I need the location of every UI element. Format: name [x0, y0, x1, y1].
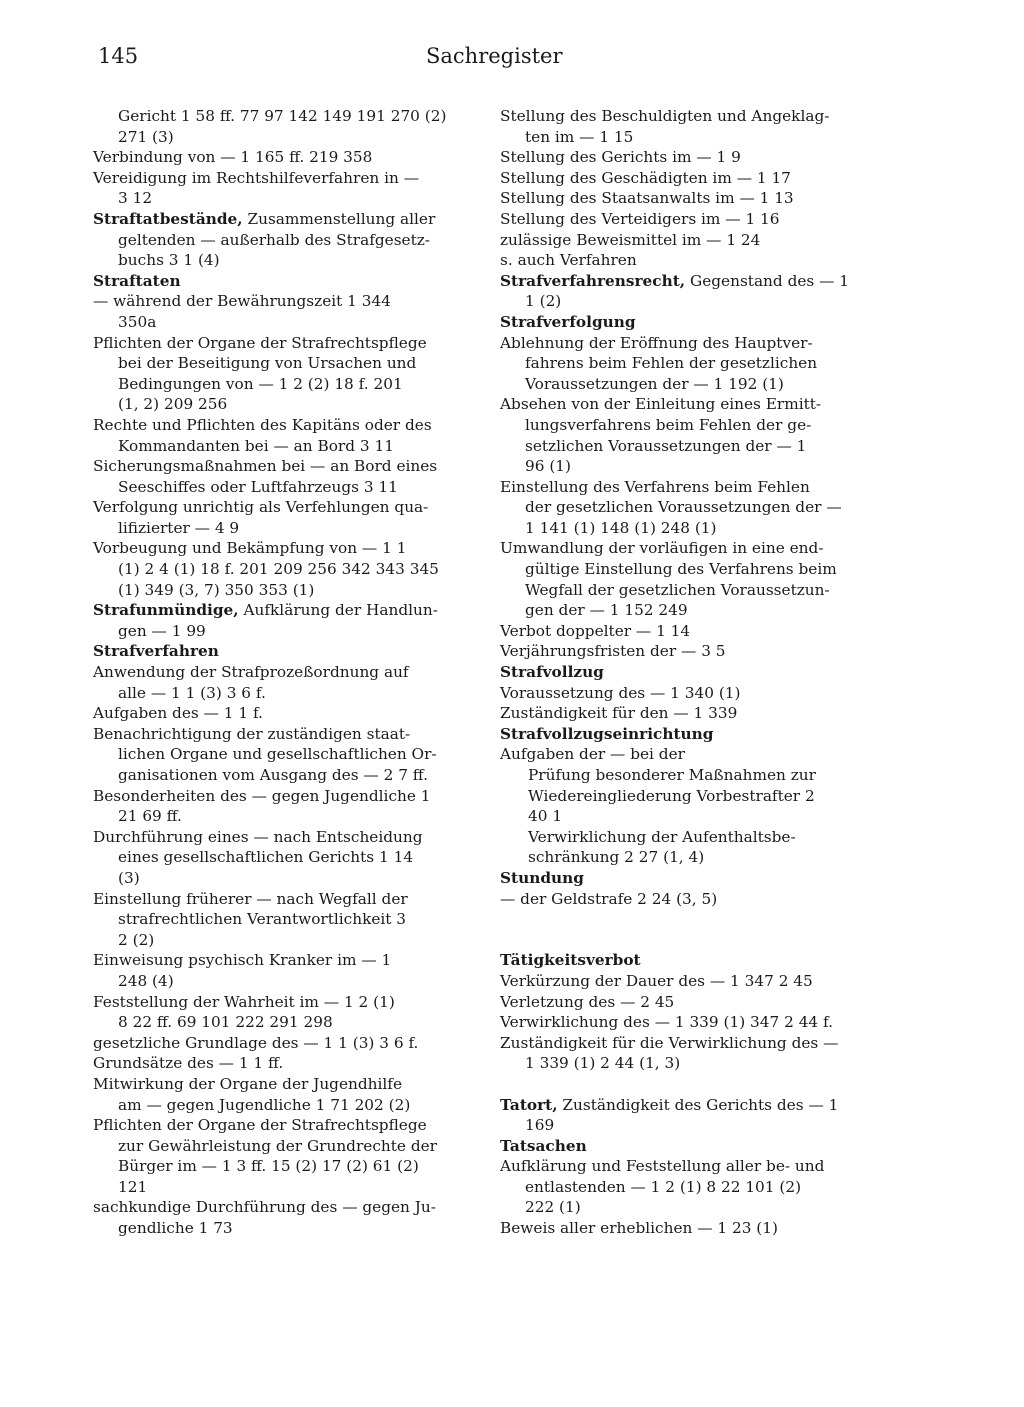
- index-entry: Stellung des Staatsanwalts im — 1 13: [500, 189, 794, 208]
- index-entry: Besonderheiten des — gegen Jugendliche 1: [93, 786, 431, 805]
- index-entry: Aufklärung und Feststellung aller be- und: [500, 1157, 825, 1176]
- index-entry: 350a: [118, 312, 157, 331]
- index-entry: 169: [525, 1116, 555, 1135]
- index-entry: Vereidigung im Rechtshilfeverfahren in —: [93, 168, 420, 187]
- index-column-left: [93, 106, 476, 1239]
- index-entry: entlastenden — 1 2 (1) 8 22 101 (2): [525, 1177, 802, 1196]
- index-entry: — der Geldstrafe 2 24 (3, 5): [500, 889, 718, 908]
- index-entry: 248 (4): [118, 971, 174, 990]
- index-entry: der gesetzlichen Voraussetzungen der —: [525, 498, 842, 517]
- index-entry: Seeschiffes oder Luftfahrzeugs 3 11: [118, 477, 398, 496]
- index-entry: Stellung des Verteidigers im — 1 16: [500, 209, 780, 228]
- index-entry-text: Zusammenstellung aller: [242, 209, 436, 228]
- index-entry: Verletzung des — 2 45: [500, 992, 675, 1011]
- index-keyword: Strafunmündige,: [93, 601, 239, 620]
- index-entry: Bürger im — 1 3 ff. 15 (2) 17 (2) 61 (2): [118, 1157, 419, 1176]
- index-entry: Rechte und Pflichten des Kapitäns oder des: [93, 415, 432, 434]
- index-entry: Verfolgung unrichtig als Verfehlungen qua-: [93, 498, 429, 517]
- index-entry-text: Zuständigkeit des Gerichts des — 1: [557, 1095, 839, 1114]
- index-entry: Verjährungsfristen der — 3 5: [500, 642, 726, 661]
- index-entry: 21 69 ff.: [118, 807, 182, 826]
- index-entry: gen — 1 99: [118, 621, 206, 640]
- index-entry: Prüfung besonderer Maßnahmen zur: [528, 766, 816, 784]
- index-entry: Einstellung früherer — nach Wegfall der: [93, 889, 408, 908]
- index-entry: zulässige Beweismittel im — 1 24: [500, 230, 761, 249]
- index-heading: Tätigkeitsverbot: [500, 951, 641, 970]
- index-entry: 222 (1): [525, 1198, 581, 1217]
- index-entry: 271 (3): [118, 127, 174, 146]
- index-entry: s. auch Verfahren: [500, 251, 637, 270]
- index-entry-text: Gegenstand des — 1: [685, 271, 850, 290]
- index-column-right: [500, 106, 885, 1239]
- index-entry: gen der — 1 152 249: [525, 601, 688, 620]
- index-entry: 96 (1): [525, 457, 571, 476]
- index-heading: Strafverfahren: [93, 642, 219, 661]
- index-entry: Zuständigkeit für den — 1 339: [500, 704, 738, 723]
- index-entry: Durchführung eines — nach Entscheidung: [93, 827, 423, 846]
- index-entry: [93, 209, 476, 230]
- index-entry: Beweis aller erheblichen — 1 23 (1): [500, 1219, 778, 1238]
- blank-line: [500, 1074, 885, 1095]
- index-entry: Benachrichtigung der zuständigen staat-: [93, 724, 411, 743]
- index-entry: bei der Beseitigung von Ursachen und: [118, 354, 417, 373]
- index-heading: Strafvollzug: [500, 663, 604, 682]
- index-entry: Bedingungen von — 1 2 (2) 18 f. 201: [118, 374, 403, 393]
- index-entry: Stellung des Beschuldigten und Angeklag-: [500, 107, 830, 125]
- index-entry: Feststellung der Wahrheit im — 1 2 (1): [93, 992, 395, 1011]
- index-entry: Absehen von der Einleitung eines Ermitt-: [500, 395, 822, 414]
- index-entry: Wiedereingliederung Vorbestrafter 2: [528, 786, 815, 805]
- index-heading: Stundung: [500, 868, 584, 887]
- index-entry: Aufgaben des — 1 1 f.: [93, 704, 263, 723]
- index-entry: Verwirklichung des — 1 339 (1) 347 2 44 f.: [500, 1013, 833, 1032]
- index-entry: (1) 349 (3, 7) 350 353 (1): [118, 580, 315, 599]
- index-entry: Zuständigkeit für die Verwirklichung des —: [500, 1033, 839, 1052]
- index-entry: gesetzliche Grundlage des — 1 1 (3) 3 6 f.: [93, 1033, 419, 1052]
- index-heading: Tatsachen: [500, 1136, 587, 1155]
- index-heading: Straftaten: [93, 271, 181, 290]
- blank-line: [500, 909, 885, 930]
- index-keyword: Straftatbestände,: [93, 209, 243, 228]
- index-entry: 1 141 (1) 148 (1) 248 (1): [525, 518, 717, 537]
- index-entry: 3 12: [118, 189, 153, 208]
- index-entry: Verbot doppelter — 1 14: [500, 621, 691, 640]
- index-entry: buchs 3 1 (4): [118, 251, 220, 270]
- index-entry: Vorbeugung und Bekämpfung von — 1 1: [93, 539, 407, 558]
- blank-line: [500, 930, 885, 951]
- index-entry: strafrechtlichen Verantwortlichkeit 3: [118, 910, 407, 929]
- index-entry: Kommandanten bei — an Bord 3 11: [118, 436, 394, 455]
- index-entry: geltenden — außerhalb des Strafgesetz-: [118, 230, 430, 249]
- index-entry: setzlichen Voraussetzungen der — 1: [525, 436, 807, 455]
- index-entry: Wegfall der gesetzlichen Voraussetzun-: [525, 580, 830, 599]
- index-entry: fahrens beim Fehlen der gesetzlichen: [525, 354, 818, 373]
- index-entry: schränkung 2 27 (1, 4): [528, 848, 705, 867]
- index-entry-text: Aufklärung der Handlun-: [238, 601, 438, 620]
- index-entry: lungsverfahrens beim Fehlen der ge-: [525, 415, 812, 434]
- index-entry: Verbindung von — 1 165 ff. 219 358: [93, 148, 373, 167]
- index-heading: Strafverfolgung: [500, 312, 636, 331]
- index-entry: Mitwirkung der Organe der Jugendhilfe: [93, 1074, 403, 1093]
- index-entry: Umwandlung der vorläufigen in eine end-: [500, 539, 824, 558]
- index-entry: Verwirklichung der Aufenthaltsbe-: [528, 827, 796, 846]
- index-entry: gültige Einstellung des Verfahrens beim: [525, 560, 837, 579]
- index-entry: [500, 271, 885, 292]
- index-entry: alle — 1 1 (3) 3 6 f.: [118, 683, 266, 702]
- index-entry: Voraussetzung des — 1 340 (1): [500, 683, 741, 702]
- index-entry: 121: [118, 1177, 148, 1196]
- index-entry: lifizierter — 4 9: [118, 518, 240, 537]
- index-entry: (1, 2) 209 256: [118, 395, 228, 414]
- index-entry: (1) 2 4 (1) 18 f. 201 209 256 342 343 345: [118, 560, 439, 579]
- index-entry: Anwendung der Strafprozeßordnung auf: [93, 663, 409, 682]
- index-entry: Verkürzung der Dauer des — 1 347 2 45: [500, 971, 813, 990]
- index-entry: 8 22 ff. 69 101 222 291 298: [118, 1013, 333, 1032]
- index-keyword: Tatort,: [500, 1095, 558, 1114]
- index-heading: Strafvollzugseinrichtung: [500, 724, 714, 743]
- index-entry: ganisationen vom Ausgang des — 2 7 ff.: [118, 766, 428, 784]
- index-entry: [93, 600, 476, 621]
- index-entry: — während der Bewährungszeit 1 344: [93, 292, 391, 311]
- index-entry: gendliche 1 73: [118, 1219, 233, 1238]
- page-number: 145: [98, 44, 139, 68]
- index-entry: 2 (2): [118, 930, 155, 949]
- index-entry: sachkundige Durchführung des — gegen Ju-: [93, 1198, 436, 1217]
- index-entry: Sicherungsmaßnahmen bei — an Bord eines: [93, 457, 438, 476]
- index-entry: Ablehnung der Eröffnung des Hauptver-: [500, 333, 813, 352]
- index-entry: am — gegen Jugendliche 1 71 202 (2): [118, 1095, 411, 1114]
- index-entry: [500, 1095, 885, 1116]
- index-entry: eines gesellschaftlichen Gerichts 1 14: [118, 848, 414, 867]
- index-entry: 40 1: [528, 807, 563, 826]
- index-entry: Voraussetzungen der — 1 192 (1): [525, 374, 784, 393]
- running-title: Sachregister: [426, 44, 563, 68]
- index-entry: Stellung des Geschädigten im — 1 17: [500, 168, 791, 187]
- index-entry: 1 (2): [525, 292, 562, 311]
- index-entry: Pflichten der Organe der Strafrechtspflege: [93, 1116, 427, 1135]
- index-entry: 1 339 (1) 2 44 (1, 3): [525, 1054, 681, 1073]
- index-entry: zur Gewährleistung der Grundrechte der: [118, 1136, 437, 1155]
- index-entry: Aufgaben der — bei der: [500, 745, 685, 764]
- index-entry: Einstellung des Verfahrens beim Fehlen: [500, 477, 810, 496]
- index-entry: lichen Organe und gesellschaftlichen Or-: [118, 745, 437, 764]
- index-entry: ten im — 1 15: [525, 127, 634, 146]
- index-entry: Grundsätze des — 1 1 ff.: [93, 1054, 284, 1073]
- index-entry: Stellung des Gerichts im — 1 9: [500, 148, 741, 167]
- index-entry: Pflichten der Organe der Strafrechtspflege: [93, 333, 427, 352]
- index-entry: (3): [118, 868, 140, 887]
- index-entry: Einweisung psychisch Kranker im — 1: [93, 951, 392, 970]
- index-entry: Gericht 1 58 ff. 77 97 142 149 191 270 (2): [118, 107, 447, 125]
- index-keyword: Strafverfahrensrecht,: [500, 271, 686, 290]
